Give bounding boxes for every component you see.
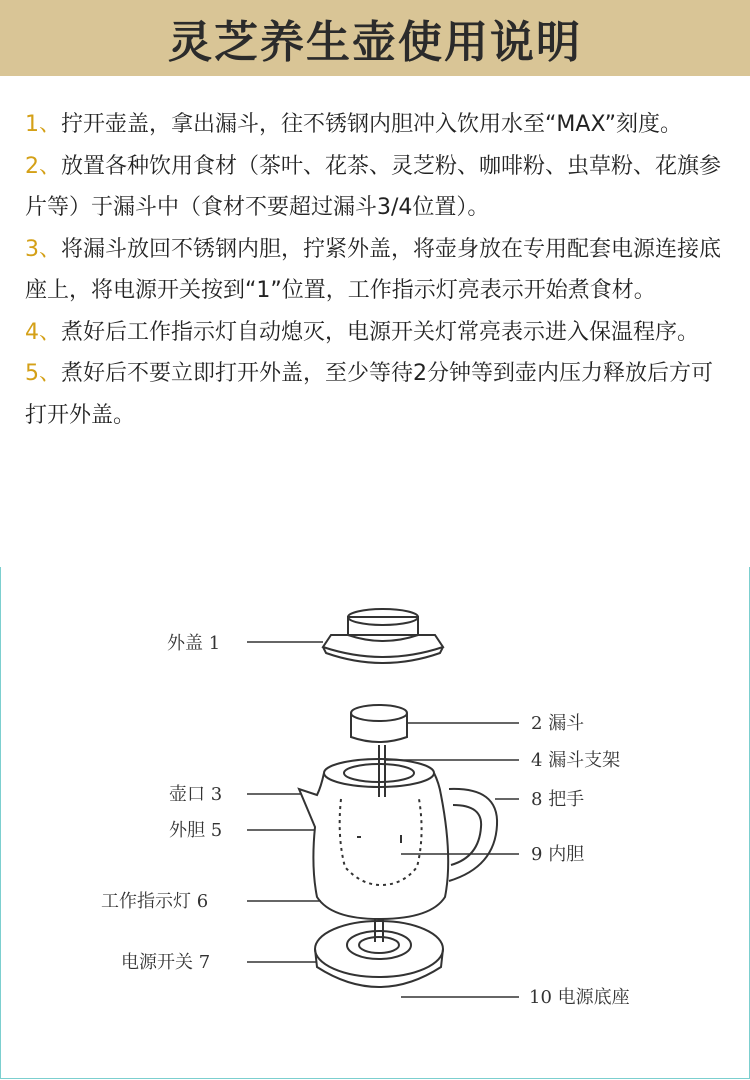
label-outer-shell: 外胆 5 <box>169 820 223 841</box>
instruction-step <box>25 353 725 436</box>
step-text: 煮好后工作指示灯自动熄灭，电源开关灯常亮表示进入保温程序。 <box>61 319 700 345</box>
instruction-step <box>25 146 725 229</box>
step-text: 放置各种饮用食材（茶叶、花茶、灵芝粉、咖啡粉、虫草粉、花旗参片等）于漏斗中（食材不要超过漏斗3/4位置）。 <box>25 153 722 220</box>
instruction-step <box>25 104 725 146</box>
step-number: 1、 <box>25 112 62 137</box>
label-funnel: 2 漏斗 <box>531 713 585 734</box>
step-text: 将漏斗放回不锈钢内胆，拧紧外盖，将壶身放在专用配套电源连接底座上，将电源开关按到“1”位置，工作指示灯亮表示开始煮食材。 <box>25 236 722 303</box>
instructions-list <box>25 104 725 436</box>
leader-lines <box>247 642 519 997</box>
step-number: 4、 <box>25 319 62 345</box>
diagram-frame <box>0 567 750 1079</box>
instruction-step <box>25 229 725 312</box>
step-number: 3、 <box>25 236 62 262</box>
step-text: 煮好后不要立即打开外盖，至少等待2分钟等到壶内压力释放后方可打开外盖。 <box>25 361 714 428</box>
label-indicator-light: 工作指示灯 6 <box>101 891 209 912</box>
label-funnel-holder: 4 漏斗支架 <box>531 750 621 771</box>
step-number: 5、 <box>25 361 62 386</box>
kettle-body-drawing <box>299 759 497 919</box>
title-banner <box>0 0 750 76</box>
label-handle: 8 把手 <box>531 789 585 810</box>
step-text: 拧开壶盖，拿出漏斗，往不锈钢内胆冲入饮用水至“MAX”刻度。 <box>61 112 683 137</box>
label-spout: 壶口 3 <box>169 784 223 805</box>
step-number: 2、 <box>25 153 62 179</box>
page-title: 灵芝养生壶使用说明 <box>168 17 582 68</box>
label-outer-lid: 外盖 1 <box>167 633 221 654</box>
instruction-step <box>25 312 725 354</box>
label-power-base: 10 电源底座 <box>529 987 630 1008</box>
power-base-drawing <box>315 919 443 987</box>
label-power-switch: 电源开关 7 <box>121 952 211 973</box>
kettle-diagram <box>1 567 749 1078</box>
funnel-drawing <box>351 705 407 797</box>
outer-lid-drawing <box>323 609 443 663</box>
label-inner-liner: 9 内胆 <box>531 844 585 865</box>
